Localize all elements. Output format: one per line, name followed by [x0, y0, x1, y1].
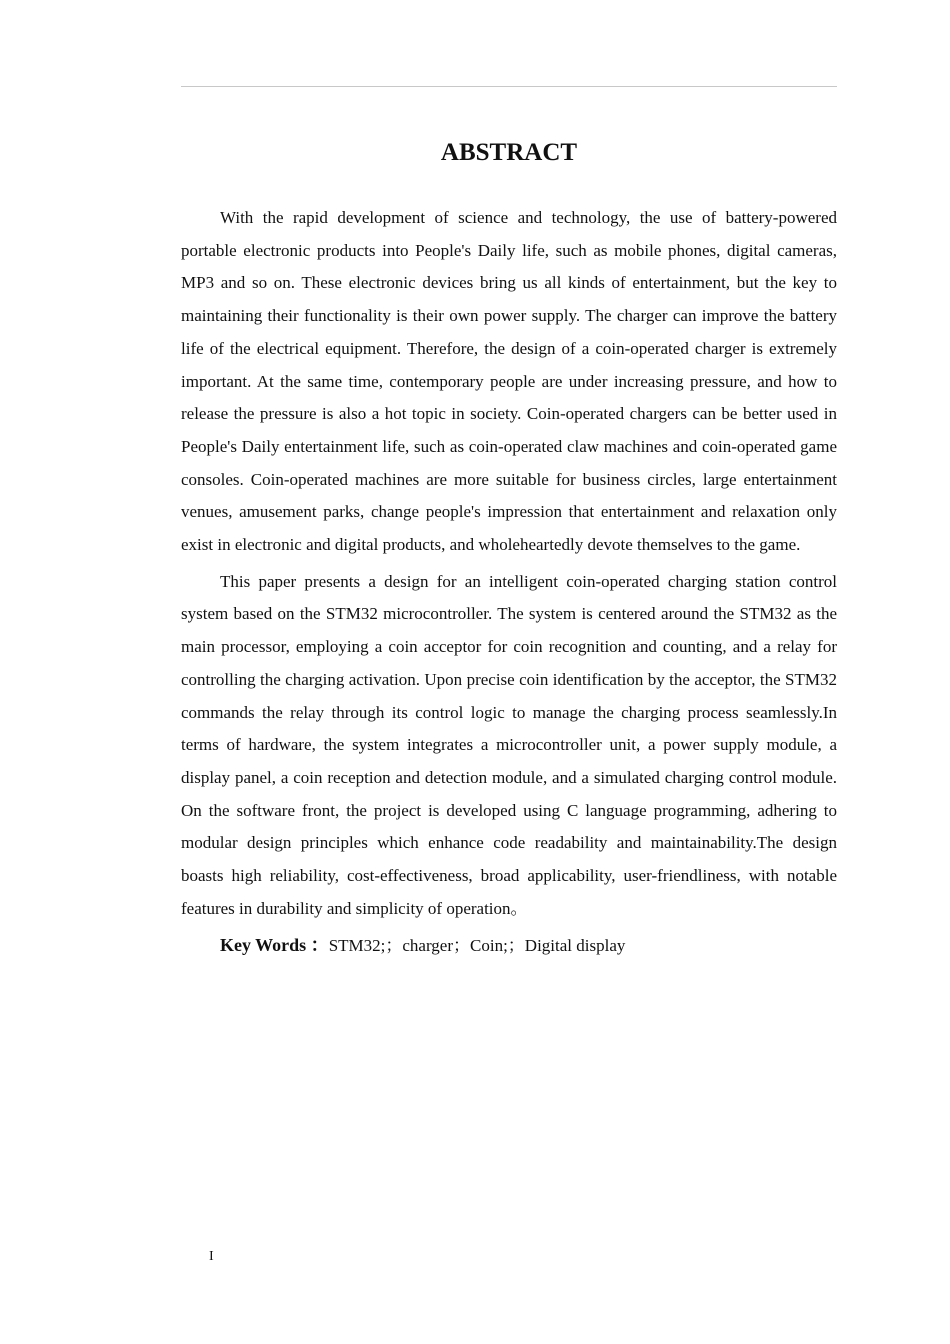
abstract-body: [181, 202, 837, 962]
abstract-paragraph-1: With the rapid development of science and technology, the use of battery-powered portable electronic products into People's Daily life, such as mobile phones, digital cameras, MP3 and so on. These electronic devices bring us all kinds of entertainment, but the key to maintaining their functionality is their own power supply. The charger can improve the battery life of the electrical equipment. Therefore, the design of a coin-operated charger is extremely important. At the same time, contemporary people are under increasing pressure, and how to release the pressure is also a hot topic in society. Coin-operated chargers can be better used in People's Daily entertainment life, such as coin-operated claw machines and coin-operated game consoles. Coin-operated machines are more suitable for business circles, large entertainment venues, amusement parks, change people's impression that entertainment and relaxation only exist in electronic and digital products, and wholeheartedly devote themselves to the game.: [181, 208, 837, 555]
page-title: ABSTRACT: [440, 139, 578, 166]
keywords-value: STM32;；charger；Coin;；Digital display: [328, 936, 626, 956]
header-rule: [181, 86, 837, 87]
abstract-paragraph-2: This paper presents a design for an intelligent coin-operated charging station control system based on the STM32 microcontroller. The system is centered around the STM32 as the main processor, employing a coin acceptor for coin recognition and counting, and a relay for controlling the charging activation. Upon precise coin identification by the acceptor, the STM32 commands the relay through its control logic to manage the charging process seamlessly.In terms of hardware, the system integrates a microcontroller unit, a power supply module, a display panel, a coin reception and detection module, and a simulated charging control module. On the software front, the project is developed using C language programming, adhering to modular design principles which enhance code readability and maintainability.The design boasts high reliability, cost-effectiveness, broad applicability, user-friendliness, with notable features in durability and simplicity of operation。: [181, 571, 837, 918]
keywords-label: Key Words ：: [220, 935, 329, 956]
page-number: I: [209, 1249, 214, 1264]
keywords-line: [181, 929, 837, 962]
